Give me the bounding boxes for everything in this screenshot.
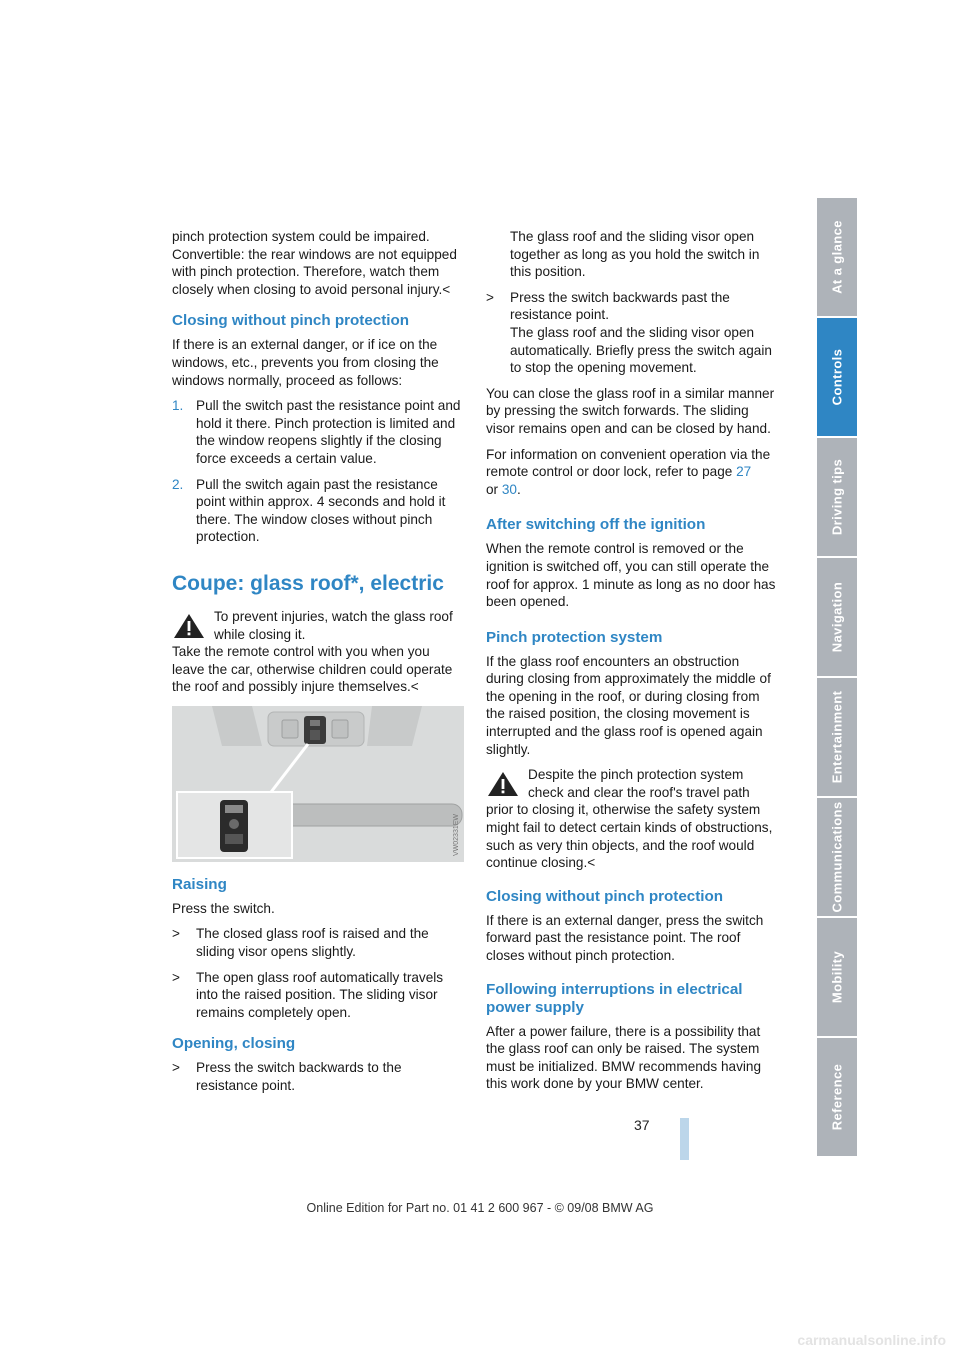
page-number-bar [680, 1118, 689, 1160]
tab-reference[interactable]: Reference [817, 1038, 857, 1158]
list-item-text: Press the switch backwards to the resistance point. [196, 1060, 402, 1094]
opening-heading: Opening, closing [172, 1035, 296, 1053]
tab-communications[interactable]: Communications [817, 798, 857, 918]
list-item [486, 289, 778, 377]
tab-entertainment[interactable]: Entertainment [817, 678, 857, 798]
tab-navigation[interactable]: Navigation [817, 558, 857, 678]
list-item [172, 925, 465, 960]
close-text: You can close the glass roof in a similar manner by pressing the switch forwards. The sliding visor remains open and can be closed by hand. [486, 385, 775, 436]
after-ignition-text: When the remote control is removed or the ignition is switched off, you can still operate the roof for approx. 1 minute as long as no door has been opened. [486, 541, 776, 610]
bullet-mark: > [486, 289, 494, 305]
after-ignition-heading: After switching off the ignition [486, 516, 706, 534]
interruption-heading: Following interruptions in electrical power supply [486, 980, 743, 1016]
step-number: 1. [172, 398, 184, 414]
warning-block [486, 766, 778, 872]
step-number: 2. [172, 476, 184, 492]
warning-text-2: Take the remote control with you when you leave the car, otherwise children could operate the roof and possibly injure themselves.< [172, 644, 453, 695]
section-tabs [817, 198, 857, 1158]
raising-text: Press the switch. [172, 900, 275, 916]
continued-text: The glass roof and the sliding visor open together as long as you hold the switch in this position. [510, 229, 760, 280]
roof-switch-figure [172, 706, 464, 862]
closing-heading: Closing without pinch protection [172, 312, 410, 330]
step-text: Pull the switch again past the resistance point within approx. 4 seconds and hold it there. The window closes without pinch protection. [196, 476, 446, 545]
end-mark: < [442, 281, 451, 297]
pinch-text: If the glass roof encounters an obstruction during closing from approximately the middle of the opening in the roof, or during closing from the raised position, the closing movement is interrupted and the glass roof is opened again slightly. [486, 653, 771, 757]
coupe-heading: Coupe: glass roof*, electric [172, 571, 444, 595]
right-column [486, 228, 778, 1101]
tab-at-a-glance[interactable]: At a glance [817, 198, 857, 318]
page-link-30[interactable]: 30 [501, 481, 517, 497]
info-text: For information on convenient operation via the remote control or door lock, refer to page 27 or 30. [486, 446, 771, 497]
list-item [172, 1059, 465, 1094]
warning-triangle-icon [172, 612, 206, 640]
page-link-27[interactable]: 27 [736, 464, 752, 480]
pinch-heading: Pinch protection system [486, 628, 663, 646]
list-item [172, 969, 465, 1022]
intro-paragraph: pinch protection system could be impaired. Convertible: the rear windows are not equipped with pinch protection. Therefore, watch them closely when closing to avoid personal injury.< [172, 229, 457, 297]
list-item-text: The closed glass roof is raised and the sliding visor opens slightly. [196, 926, 429, 960]
end-mark: < [587, 855, 596, 871]
figure-code: VW02331EW [453, 813, 460, 856]
warning-triangle-icon [486, 770, 520, 798]
step-item [172, 397, 465, 467]
raising-heading: Raising [172, 875, 227, 893]
list-item-text-2: The glass roof and the sliding visor open automatically. Briefly press the switch again to stop the opening movement. [510, 324, 772, 376]
interruption-text: After a power failure, there is a possibility that the glass roof can only be raised. The system must be initialized. BMW recommends having this work done by your BMW center. [486, 1023, 762, 1092]
roof-switch-illustration [172, 706, 464, 862]
watermark: carmanualsonline.info [797, 1332, 946, 1348]
closing-text: If there is an external danger, or if ice on the windows, etc., prevents you from closing the windows normally, proceed as follows: [172, 337, 439, 388]
bullet-mark: > [172, 969, 180, 985]
tab-controls[interactable]: Controls [817, 318, 857, 438]
closing-text-right: If there is an external danger, press the switch forward past the resistance point. The roof closes without pinch protection. [486, 912, 764, 963]
page-number: 37 [634, 1117, 650, 1133]
footer-text: Online Edition for Part no. 01 41 2 600 967 - © 09/08 BMW AG [306, 1201, 654, 1215]
warning-block [172, 608, 465, 696]
tab-driving-tips[interactable]: Driving tips [817, 438, 857, 558]
bullet-mark: > [172, 926, 180, 942]
tab-mobility[interactable]: Mobility [817, 918, 857, 1038]
bullet-mark: > [172, 1060, 180, 1076]
list-item-text: Press the switch backwards past the resistance point. [510, 289, 730, 323]
pinch-warning: Despite the pinch protection system check and clear the roof's travel path prior to closing it, otherwise the safety system might fail to detect certain kinds of obstructions, such as very thin objects, and the roof would continue closing.< [486, 767, 773, 871]
closing-heading-right: Closing without pinch protection [486, 887, 724, 905]
step-item [172, 476, 465, 546]
left-column [172, 228, 465, 1103]
warning-text: To prevent injuries, watch the glass roof while closing it. [214, 608, 453, 642]
list-item-text: The open glass roof automatically travels into the raised position. The sliding visor remains completely open. [196, 969, 444, 1020]
end-mark: < [410, 679, 419, 695]
step-text: Pull the switch past the resistance point and hold it there. Pinch protection is limited and the window reopens slightly if the closing force exceeds a certain value. [196, 398, 461, 466]
